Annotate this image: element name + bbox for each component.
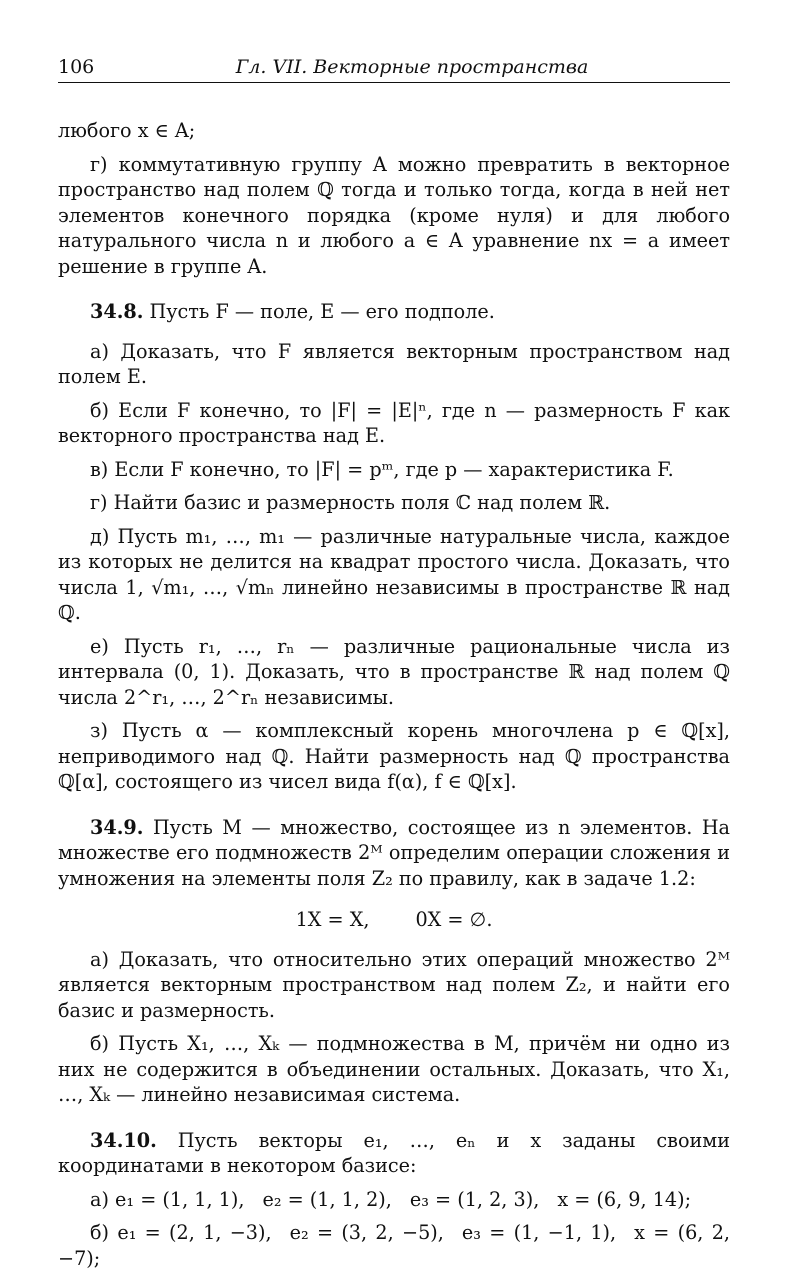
paragraph: д) Пусть m₁, …, m₁ — различные натуральные числа, каждое из которых не делится на квадрат простого числа. Доказать, что числа 1, √m₁, …, √mₙ линейно независимы в пространстве ℝ над ℚ.	[58, 524, 730, 624]
equation-left: 1X = X,	[295, 908, 370, 931]
vector-e3: e₃ = (1, −1, 1),	[461, 1221, 617, 1244]
paragraph: а) Доказать, что относительно этих операций множество 2ᴹ является векторным пространством над полем Z₂, и найти его базис и размерность.	[58, 947, 730, 1022]
running-title: Гл. VII. Векторные пространства	[235, 56, 589, 78]
problem-34-10	[58, 1128, 730, 1179]
problem-34-9	[58, 815, 730, 892]
equation-right: 0X = ∅.	[415, 908, 493, 931]
paragraph: любого x ∈ A;	[58, 119, 196, 142]
vector-e2: e₂ = (1, 1, 2),	[262, 1187, 392, 1211]
paragraph: а) Доказать, что F является векторным пространством над полем E.	[58, 339, 730, 388]
paragraph: б) Если F конечно, то |F| = |E|ⁿ, где n — размерность F как векторного пространства над E.	[58, 398, 730, 447]
problem-text: Пусть векторы e₁, …, eₙ и x заданы своими координатами в некотором базисе:	[58, 1128, 731, 1177]
paragraph: в) Если F конечно, то |F| = pᵐ, где p — характеристика F.	[90, 457, 674, 481]
vector-x: x = (6, 9, 14);	[557, 1187, 692, 1211]
display-equation	[58, 907, 730, 933]
row-label: а)	[90, 1187, 109, 1211]
page-number: 106	[58, 56, 95, 78]
problem-number: 34.8.	[90, 300, 144, 323]
problem-number: 34.9.	[90, 815, 144, 839]
paragraph: г) Найти базис и размерность поля ℂ над полем ℝ.	[90, 491, 611, 514]
paragraph: г) коммутативную группу A можно превратить в векторное пространство над полем ℚ тогда и только тогда, когда в ней нет элементов конечного порядка (кроме нуля) и для любого натурального числа n и любого a ∈ A уравнение nx = a имеет решение в группе A.	[58, 152, 730, 278]
coordinate-row	[58, 1220, 730, 1271]
row-label: б)	[90, 1221, 110, 1244]
problem-text: Пусть F — поле, E — его подполе.	[149, 300, 495, 323]
vector-e2: e₂ = (3, 2, −5),	[289, 1221, 444, 1244]
page-header	[58, 54, 730, 83]
problem-34-8	[58, 299, 730, 325]
vector-e1: e₁ = (1, 1, 1),	[115, 1187, 245, 1211]
vector-e1: e₁ = (2, 1, −3),	[117, 1221, 272, 1244]
coordinate-row	[58, 1187, 730, 1213]
vector-e3: e₃ = (1, 2, 3),	[409, 1187, 540, 1211]
problem-number: 34.10.	[90, 1128, 157, 1152]
problem-text: Пусть M — множество, состоящее из n элементов. На множестве его подмножеств 2ᴹ определим операции сложения и умножения на элементы поля Z₂ по правилу, как в задаче 1.2:	[58, 815, 730, 890]
paragraph: з) Пусть α — комплексный корень многочлена p ∈ ℚ[x], неприводимого над ℚ. Найти размерность над ℚ пространства ℚ[α], состоящего из чисел вида f(α), f ∈ ℚ[x].	[58, 719, 730, 793]
page-body	[58, 118, 730, 1271]
paragraph: б) Пусть X₁, …, Xₖ — подмножества в M, причём ни одно из них не содержится в объединении остальных. Доказать, что X₁, …, Xₖ — линейно независимая система.	[58, 1032, 730, 1106]
vector-x: x = (6, 2, −7);	[58, 1221, 731, 1270]
paragraph: е) Пусть r₁, …, rₙ — различные рациональные числа из интервала (0, 1). Доказать, что в пространстве ℝ над полем ℚ числа 2^r₁, …, 2^rₙ независимы.	[58, 634, 730, 709]
